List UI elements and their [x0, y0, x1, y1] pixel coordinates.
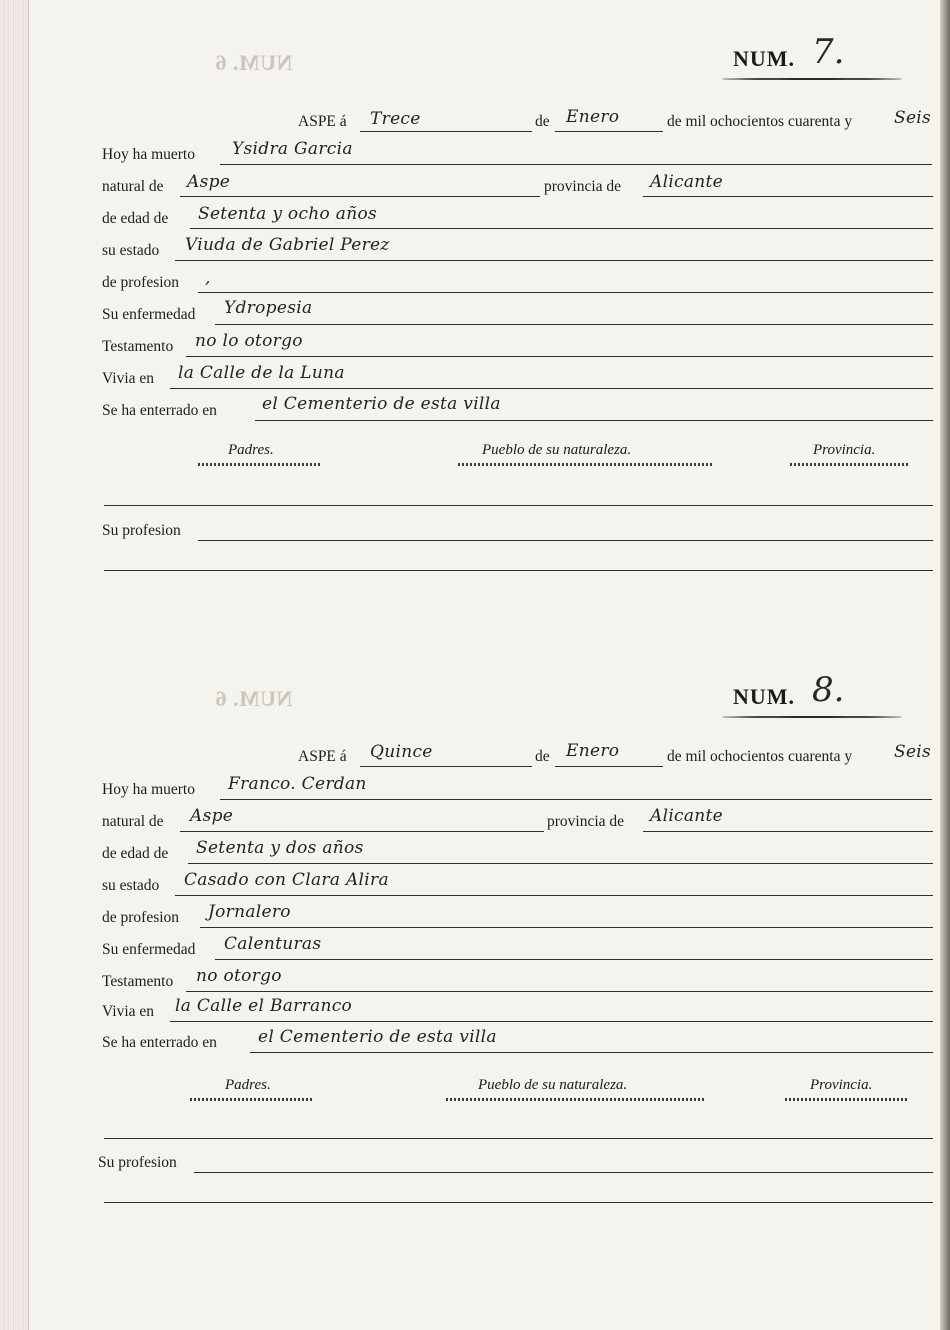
column-head-underline [790, 463, 908, 466]
year-label: de mil ochocientos cuarenta y [667, 113, 853, 130]
field-label-estado: su estado [102, 242, 160, 259]
field-line [175, 260, 933, 261]
month-line [555, 131, 663, 132]
month-label: de [535, 113, 550, 130]
field-label-edad: de edad de [102, 845, 169, 862]
column-head-pueblo: Pueblo de su naturaleza. [478, 1077, 628, 1093]
place-label: ASPE á [298, 113, 347, 130]
record-number-rule [722, 716, 902, 718]
parents-line [104, 505, 933, 506]
field-label-natural-de: natural de [102, 178, 164, 195]
day-value: Quince [370, 742, 433, 762]
page-stack-edge [0, 0, 29, 1330]
field-label-vivia-en: Vivia en [102, 1003, 155, 1020]
binding-shadow [940, 0, 950, 1330]
day-value: Trece [370, 109, 421, 129]
field-label-profesion: de profesion [102, 274, 180, 291]
field-value-enfermedad: Ydropesia [224, 298, 313, 318]
column-head-underline [446, 1098, 704, 1101]
field-line [200, 927, 933, 928]
field-label-testamento: Testamento [102, 338, 174, 355]
field-label-enterrado: Se ha enterrado en [102, 1034, 217, 1051]
day-line [360, 766, 532, 767]
column-head-underline [458, 463, 713, 466]
column-head-underline [198, 463, 320, 466]
field-line [643, 831, 933, 832]
field-line [170, 1021, 933, 1022]
field-value-edad: Setenta y dos años [196, 838, 364, 858]
field-value-profesion: Jornalero [208, 902, 291, 922]
field-line [180, 831, 544, 832]
su-profesion-line [194, 1172, 933, 1173]
field-value-testamento: no lo otorgo [195, 331, 303, 351]
su-profesion-label: Su profesion [98, 1154, 177, 1171]
year-label: de mil ochocientos cuarenta y [667, 748, 853, 765]
field-value-deceased-name: Franco. Cerdan [228, 774, 367, 794]
field-label-natural-de: natural de [102, 813, 164, 830]
field-label-profesion: de profesion [102, 909, 180, 926]
provincia-value: Alicante [650, 172, 724, 192]
field-line [175, 895, 933, 896]
field-line [220, 799, 932, 800]
field-line [215, 959, 933, 960]
year-value: Seis [894, 742, 932, 762]
field-label-enfermedad: Su enfermedad [102, 941, 196, 958]
field-line [186, 356, 933, 357]
month-label: de [535, 748, 550, 765]
record-number-label: NUM. [733, 684, 796, 709]
day-line [360, 131, 532, 132]
record-number-label: NUM. [733, 46, 796, 71]
field-label-enterrado: Se ha enterrado en [102, 402, 217, 419]
field-value-natural-de: Aspe [190, 806, 234, 826]
column-head-provincia: Provincia. [810, 1077, 873, 1093]
field-value-edad: Setenta y ocho años [198, 204, 378, 224]
parents-line [104, 570, 933, 571]
field-label-estado: su estado [102, 877, 160, 894]
field-value-vivia-en: la Calle de la Luna [178, 363, 345, 383]
bleed-through-num: NUM. 6 [215, 50, 293, 75]
record-number-value: 7. [812, 32, 845, 72]
parents-line [104, 1202, 933, 1203]
year-value: Seis [894, 108, 932, 128]
field-label-edad: de edad de [102, 210, 169, 227]
field-value-deceased-name: Ysidra Garcia [232, 139, 353, 159]
field-label-vivia-en: Vivia en [102, 370, 155, 387]
month-value: Enero [566, 741, 620, 761]
field-value-enfermedad: Calenturas [224, 934, 322, 954]
field-line [198, 292, 933, 293]
column-head-padres: Padres. [225, 1077, 271, 1093]
field-value-estado: Viuda de Gabriel Perez [185, 235, 390, 255]
field-line [643, 196, 933, 197]
field-value-enterrado: el Cementerio de esta villa [258, 1027, 497, 1047]
column-head-padres: Padres. [228, 442, 274, 458]
provincia-label: provincia de [544, 178, 622, 195]
column-head-underline [190, 1098, 312, 1101]
field-label-hoy-ha-muerto: Hoy ha muerto [102, 781, 195, 798]
place-label: ASPE á [298, 748, 347, 765]
field-line [255, 420, 933, 421]
parents-line [104, 1138, 933, 1139]
field-value-vivia-en: la Calle el Barranco [175, 996, 353, 1016]
su-profesion-line [198, 540, 933, 541]
column-head-pueblo: Pueblo de su naturaleza. [482, 442, 632, 458]
field-label-enfermedad: Su enfermedad [102, 306, 196, 323]
month-value: Enero [566, 107, 620, 127]
column-head-provincia: Provincia. [813, 442, 876, 458]
field-value-profesion: , [205, 268, 211, 288]
field-line [220, 164, 932, 165]
field-value-natural-de: Aspe [187, 172, 231, 192]
month-line [555, 766, 663, 767]
field-line [188, 863, 933, 864]
provincia-value: Alicante [650, 806, 724, 826]
field-value-enterrado: el Cementerio de esta villa [262, 394, 501, 414]
provincia-label: provincia de [547, 813, 625, 830]
field-line [170, 388, 933, 389]
bleed-through-num: NUM. 6 [215, 686, 293, 711]
column-head-underline [785, 1098, 907, 1101]
field-label-hoy-ha-muerto: Hoy ha muerto [102, 146, 195, 163]
field-line [190, 228, 933, 229]
field-line [215, 324, 933, 325]
record-number-value: 8. [812, 670, 845, 710]
field-value-testamento: no otorgo [196, 966, 282, 986]
su-profesion-label: Su profesion [102, 522, 181, 539]
field-line [250, 1052, 933, 1053]
field-line [180, 196, 540, 197]
field-label-testamento: Testamento [102, 973, 174, 990]
field-line [186, 991, 933, 992]
record-number-rule [722, 78, 902, 80]
field-value-estado: Casado con Clara Alira [184, 870, 389, 890]
